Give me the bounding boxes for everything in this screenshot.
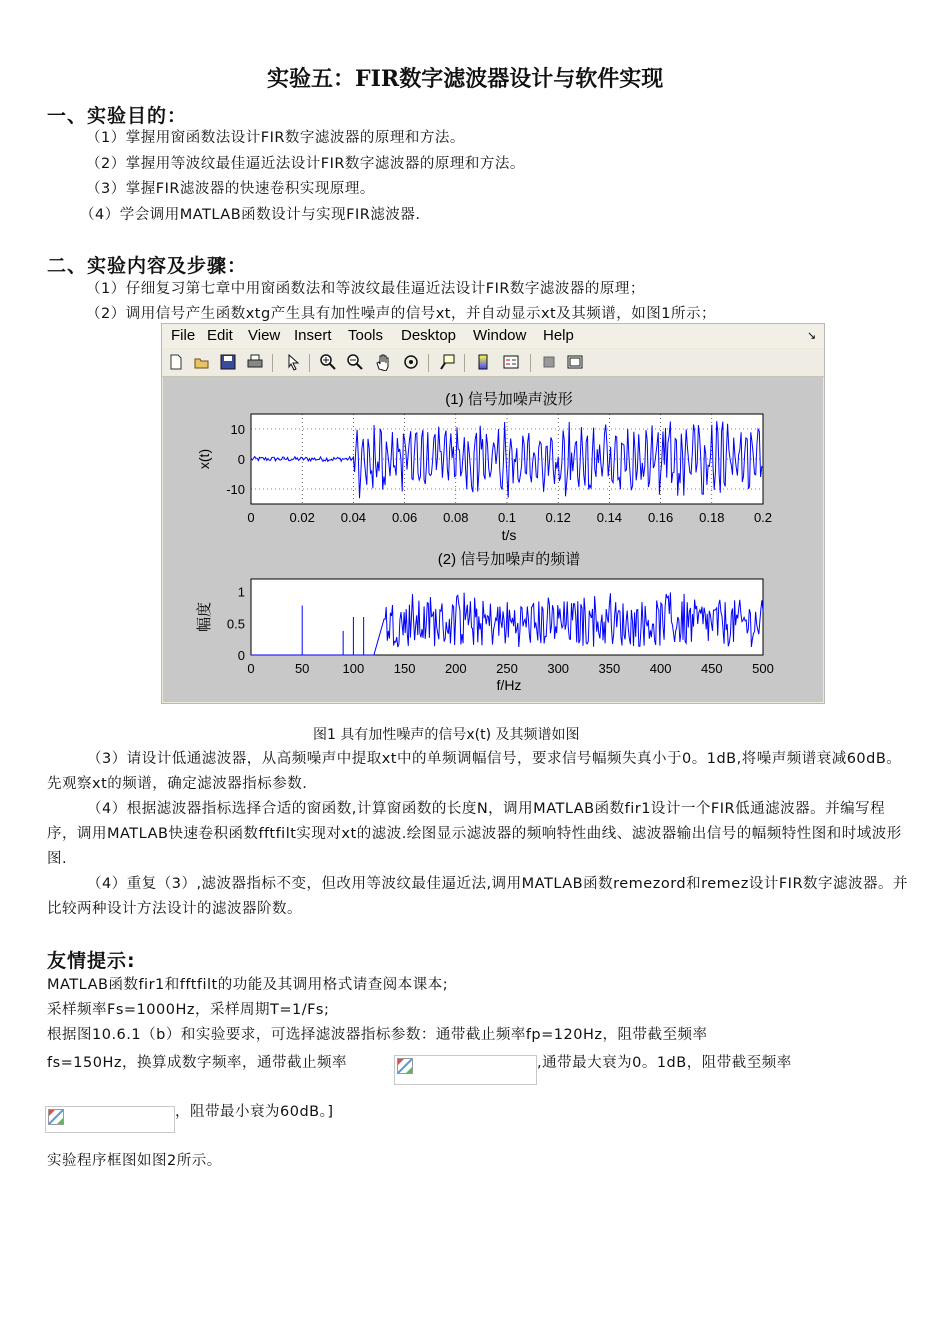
menu-insert[interactable]: Insert — [294, 327, 332, 344]
dock-arrow-icon[interactable]: ↘ — [807, 330, 817, 342]
chart2-ytick-label: 1 — [237, 584, 245, 600]
menu-desktop[interactable]: Desktop — [401, 327, 457, 344]
save-icon[interactable] — [219, 353, 237, 371]
new-file-icon[interactable] — [167, 353, 185, 371]
chart1-xtick-label: 0 — [247, 510, 255, 525]
chart1-xtick-label: 0.08 — [443, 510, 469, 525]
tips-line-1: MATLAB函数fir1和fftfilt的功能及其调用格式请查阅本课本; — [47, 977, 449, 993]
legend-icon[interactable] — [502, 353, 520, 371]
chart2-xtick-label: 300 — [547, 661, 570, 676]
section2-item-2: （2）调用信号产生函数xtg产生具有加性噪声的信号xt，并自动显示xt及其频谱，如图1所示； — [86, 306, 716, 322]
menu-window[interactable]: Window — [473, 327, 527, 344]
page-title: 实验五：FIR数字滤波器设计与软件实现 — [267, 66, 664, 92]
section1-item-4: （4）学会调用MATLAB函数设计与实现FIR滤波器. — [80, 207, 421, 223]
chart2-xtick-label: 400 — [649, 661, 672, 676]
chart2-xtick-label: 0 — [247, 661, 255, 676]
chart2-ylabel: 幅度 — [196, 601, 213, 633]
colorbar-icon[interactable] — [474, 353, 492, 371]
chart1-title: (1) 信号加噪声波形 — [445, 391, 573, 408]
chart1-ytick-label: 10 — [230, 422, 245, 437]
chart1-ytick-label: -10 — [226, 482, 245, 497]
chart1-xtick-label: 0.04 — [340, 510, 367, 525]
tips-line-5: ,通带最大衰为0。1dB，阻带截至频率 — [537, 1055, 792, 1071]
section1-item-1: （1）掌握用窗函数法设计FIR数字滤波器的原理和方法。 — [86, 130, 465, 146]
pan-hand-icon[interactable] — [374, 353, 392, 371]
figure-toolbar — [162, 349, 824, 377]
rotate-icon[interactable] — [402, 353, 420, 371]
print-icon[interactable] — [246, 353, 264, 371]
chart1-xtick-label: 0.14 — [596, 510, 623, 525]
hide-plot-tools-icon[interactable] — [540, 353, 558, 371]
chart2-xtick-label: 200 — [444, 661, 467, 676]
chart1-xtick-label: 0.12 — [545, 510, 571, 525]
section2-item-1: （1）仔细复习第七章中用窗函数法和等波纹最佳逼近法设计FIR数字滤波器的原理； — [86, 281, 645, 297]
menu-tools[interactable]: Tools — [348, 327, 384, 344]
chart1-xtick-label: 0.16 — [647, 510, 674, 525]
chart2-xtick-label: 350 — [598, 661, 621, 676]
tips-heading: 友情提示: — [47, 950, 136, 972]
broken-image-passband-freq — [394, 1055, 537, 1085]
section1-heading: 一、实验目的： — [47, 105, 188, 127]
show-plot-tools-icon[interactable] — [566, 353, 584, 371]
chart1-xlabel: t/s — [501, 527, 517, 543]
zoom-in-icon[interactable] — [319, 353, 337, 371]
chart1-ylabel: x(t) — [196, 448, 212, 470]
chart2-xtick-label: 250 — [496, 661, 518, 676]
chart1-xtick-label: 0.1 — [497, 510, 517, 525]
broken-image-stopband-freq — [45, 1106, 175, 1133]
chart2-ytick-label: 0 — [237, 648, 245, 663]
chart2-xtick-label: 450 — [700, 661, 723, 676]
chart1-xtick-label: 0.06 — [391, 510, 418, 525]
tips-line-4: fs=150Hz，换算成数字频率，通带截止频率 — [47, 1055, 347, 1071]
chart2-xtick-label: 50 — [294, 661, 310, 676]
tips-line-6: ，阻带最小衰为60dB。] — [175, 1104, 334, 1120]
tips-line-7: 实验程序框图如图2所示。 — [47, 1153, 222, 1169]
chart1-xtick-label: 0.02 — [289, 510, 315, 525]
pointer-icon[interactable] — [284, 353, 302, 371]
broken-image-icon — [48, 1109, 64, 1125]
chart2-ytick-label: 0.5 — [226, 616, 245, 632]
figure-menubar — [162, 324, 824, 348]
broken-image-icon — [397, 1058, 413, 1074]
tips-line-2: 采样频率Fs=1000Hz，采样周期T=1/Fs; — [47, 1002, 330, 1018]
chart2-xtick-label: 100 — [342, 661, 365, 676]
chart1-ytick-label: 0 — [237, 452, 245, 467]
section2-heading: 二、实验内容及步骤： — [47, 255, 248, 277]
menu-file[interactable]: File — [171, 327, 196, 344]
section2-para-3: （3）请设计低通滤波器，从高频噪声中提取xt中的单频调幅信号，要求信号幅频失真小于0。1dB,将噪声频谱衰减60dB。先观察xt的频谱，确定滤波器指标参数. — [47, 751, 902, 792]
chart2-xlabel: f/Hz — [496, 677, 522, 693]
menu-help[interactable]: Help — [543, 327, 574, 344]
plot-canvas — [163, 377, 823, 702]
zoom-out-icon[interactable] — [346, 353, 364, 371]
chart2-title: (2) 信号加噪声的频谱 — [437, 551, 581, 568]
chart1-xtick-label: 0.18 — [699, 510, 725, 525]
section1-item-3: （3）掌握FIR滤波器的快速卷积实现原理。 — [86, 181, 375, 197]
open-folder-icon[interactable] — [193, 353, 211, 371]
section2-para-4b: （4）重复（3）,滤波器指标不变，但改用等波纹最佳逼近法,调用MATLAB函数remezord和remez设计FIR数字滤波器。并比较两种设计方法设计的滤波器阶数。 — [47, 876, 909, 917]
chart2-xtick-label: 500 — [752, 661, 774, 676]
tips-line-3: 根据图10.6.1（b）和实验要求，可选择滤波器指标参数：通带截止频率fp=120Hz，阻带截至频率 — [47, 1027, 708, 1043]
menu-edit[interactable]: Edit — [207, 327, 233, 344]
chart2-xtick-label: 150 — [393, 661, 416, 676]
data-cursor-icon[interactable] — [438, 353, 456, 371]
section2-para-4a: （4）根据滤波器指标选择合适的窗函数,计算窗函数的长度N，调用MATLAB函数fir1设计一个FIR低通滤波器。并编写程序，调用MATLAB快速卷积函数fftfilt实现对xt的滤波.绘图显示滤波器的频响特性曲线、滤波器输出信号的幅频特性图和时域波形图. — [47, 801, 902, 867]
section1-item-2: （2）掌握用等波纹最佳逼近法设计FIR数字滤波器的原理和方法。 — [86, 156, 525, 172]
figure-caption: 图1 具有加性噪声的信号x(t) 及其频谱如图 — [313, 727, 580, 743]
chart1-xtick-label: 0.2 — [753, 510, 773, 525]
matlab-figure-window — [161, 323, 825, 704]
menu-view[interactable]: View — [248, 327, 281, 344]
